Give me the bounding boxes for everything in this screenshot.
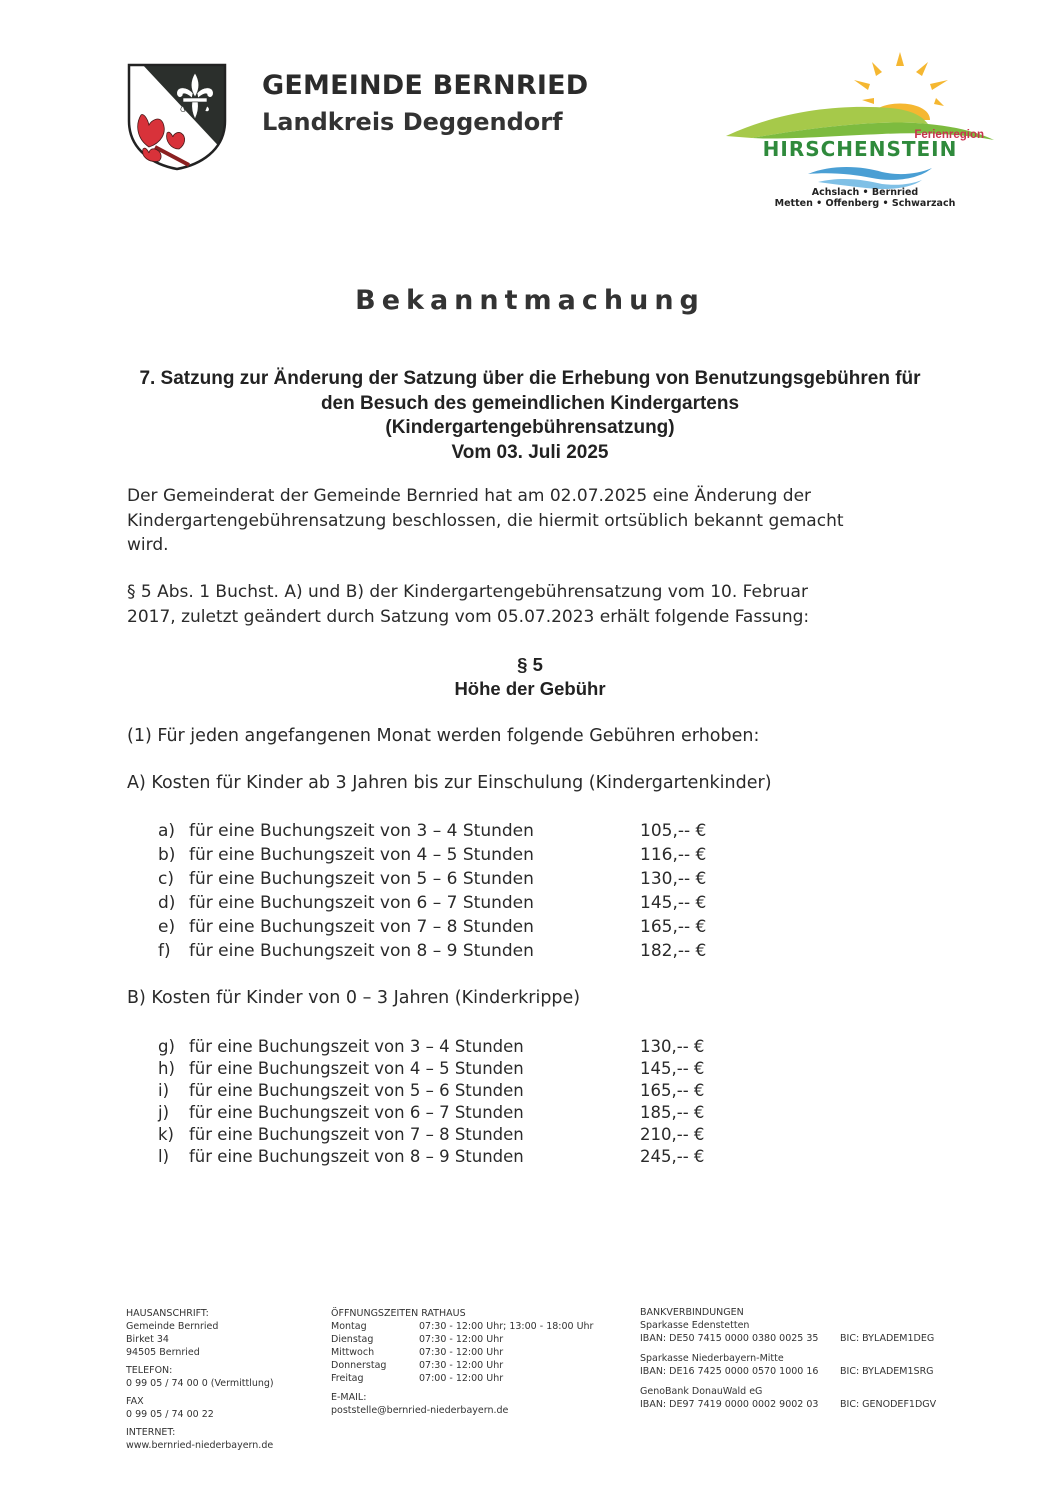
hours-time: 07:30 - 12:00 Uhr	[419, 1360, 504, 1371]
document-type-heading: Bekanntmachung	[355, 285, 705, 316]
hours-day: Dienstag	[331, 1334, 374, 1345]
paragraph-amendment	[127, 580, 937, 629]
hours-row	[331, 1333, 508, 1346]
paragraph-line: Kindergartengebührensatzung beschlossen, die hiermit ortsüblich bekannt gemacht	[127, 510, 844, 531]
organization-district: Landkreis Deggendorf	[262, 108, 563, 136]
fee-description: für eine Buchungszeit von 3 – 4 Stunden	[189, 1037, 524, 1056]
fee-description: für eine Buchungszeit von 5 – 6 Stunden	[189, 1081, 524, 1100]
hours-day: Mittwoch	[331, 1347, 375, 1358]
address-line: 94505 Bernried	[126, 1347, 200, 1358]
hours-time: 07:30 - 12:00 Uhr	[419, 1334, 504, 1345]
fee-letter: g)	[158, 1037, 175, 1056]
group-a-heading: A) Kosten für Kinder ab 3 Jahren bis zur Einschulung (Kindergartenkinder)	[127, 773, 772, 793]
hours-day: Freitag	[331, 1373, 364, 1384]
water-icon	[808, 167, 932, 180]
internet-label: INTERNET:	[126, 1427, 176, 1438]
hours-label: ÖFFNUNGSZEITEN RATHAUS	[331, 1308, 466, 1319]
fee-amount: 165,-- €	[640, 1081, 705, 1100]
website-link[interactable]: www.bernried-niederbayern.de	[126, 1440, 274, 1451]
logo-ferienregion-text: Ferienregion	[914, 129, 984, 141]
title-line: (Kindergartengebührensatzung)	[385, 417, 675, 438]
bank-iban: IBAN: DE50 7415 0000 0380 0025 35	[640, 1333, 819, 1344]
fee-letter: e)	[158, 917, 176, 937]
bank-account-row	[640, 1332, 935, 1345]
bank-account-row	[640, 1398, 937, 1411]
bank-iban: IBAN: DE97 7419 0000 0002 9002 03	[640, 1399, 819, 1410]
section-title: Höhe der Gebühr	[454, 678, 606, 699]
fee-amount: 130,-- €	[640, 869, 707, 889]
fee-amount: 210,-- €	[640, 1125, 705, 1144]
logo-towns-line-2: Metten • Offenberg • Schwarzach	[774, 198, 956, 209]
bank-bic: BIC: BYLADEM1SRG	[840, 1366, 934, 1377]
hours-row	[331, 1346, 508, 1359]
address-line: Gemeinde Bernried	[126, 1321, 219, 1332]
fee-letter: c)	[158, 869, 174, 889]
fee-letter: k)	[158, 1125, 174, 1144]
hours-row	[331, 1359, 508, 1372]
fee-description: für eine Buchungszeit von 6 – 7 Stunden	[189, 893, 534, 913]
fee-letter: d)	[158, 893, 176, 913]
paragraph-line: 2017, zuletzt geändert durch Satzung vom 05.07.2023 erhält folgende Fassung:	[127, 606, 810, 627]
fee-amount: 245,-- €	[640, 1147, 705, 1166]
fee-description: für eine Buchungszeit von 7 – 8 Stunden	[189, 1125, 524, 1144]
fee-letter: i)	[158, 1081, 170, 1100]
fee-letter: h)	[158, 1059, 175, 1078]
hours-time: 07:30 - 12:00 Uhr; 13:00 - 18:00 Uhr	[419, 1321, 594, 1332]
section-number: § 5	[517, 654, 543, 675]
hours-time: 07:30 - 12:00 Uhr	[419, 1347, 504, 1358]
fee-amount: 185,-- €	[640, 1103, 705, 1122]
footer-address	[126, 1307, 274, 1452]
bank-name: Sparkasse Niederbayern-Mitte	[640, 1353, 784, 1364]
title-date: Vom 03. Juli 2025	[451, 441, 609, 463]
fee-amount: 105,-- €	[640, 821, 707, 841]
organization-name: GEMEINDE BERNRIED	[262, 70, 589, 101]
logo-towns-line-1: Achslach • Bernried	[811, 187, 919, 198]
fee-description: für eine Buchungszeit von 8 – 9 Stunden	[189, 941, 534, 961]
hours-day: Montag	[331, 1321, 367, 1332]
address-label: HAUSANSCHRIFT:	[126, 1308, 209, 1319]
fee-letter: f)	[158, 941, 171, 961]
banks-label: BANKVERBINDUNGEN	[640, 1307, 744, 1318]
fee-amount: 130,-- €	[640, 1037, 705, 1056]
fee-letter: b)	[158, 845, 176, 865]
hours-row	[331, 1320, 594, 1333]
bank-iban: IBAN: DE16 7425 0000 0570 1000 16	[640, 1366, 819, 1377]
bank-bic: BIC: GENODEF1DGV	[840, 1399, 937, 1410]
fee-description: für eine Buchungszeit von 5 – 6 Stunden	[189, 869, 534, 889]
phone-number: 0 99 05 / 74 00 0 (Vermittlung)	[126, 1378, 274, 1389]
fee-description: für eine Buchungszeit von 8 – 9 Stunden	[189, 1147, 524, 1166]
fee-amount: 145,-- €	[640, 893, 707, 913]
fee-amount: 145,-- €	[640, 1059, 705, 1078]
hours-time: 07:00 - 12:00 Uhr	[419, 1373, 504, 1384]
fee-description: für eine Buchungszeit von 3 – 4 Stunden	[189, 821, 534, 841]
hours-row	[331, 1372, 508, 1385]
fee-letter: j)	[158, 1103, 170, 1122]
paragraph-line: § 5 Abs. 1 Buchst. A) und B) der Kindergartengebührensatzung vom 10. Februar	[127, 582, 808, 602]
fee-description: für eine Buchungszeit von 4 – 5 Stunden	[189, 845, 534, 865]
fax-label: FAX	[126, 1396, 144, 1407]
hours-day: Donnerstag	[331, 1360, 387, 1371]
coat-of-arms-icon	[127, 63, 227, 171]
document-title	[100, 367, 960, 465]
paragraph-line: wird.	[127, 535, 169, 555]
fee-description: für eine Buchungszeit von 6 – 7 Stunden	[189, 1103, 524, 1122]
paragraph-line: Der Gemeinderat der Gemeinde Bernried hat am 02.07.2025 eine Änderung der	[127, 486, 812, 506]
bank-name: Sparkasse Edenstetten	[640, 1320, 750, 1331]
bank-account-row	[640, 1365, 934, 1378]
phone-label: TELEFON:	[126, 1365, 173, 1376]
logo-hirschenstein-text: HIRSCHENSTEIN	[762, 137, 958, 161]
footer-bank-details	[640, 1306, 937, 1411]
fee-amount: 165,-- €	[640, 917, 707, 937]
paragraph-resolution	[127, 484, 937, 558]
fee-description: für eine Buchungszeit von 7 – 8 Stunden	[189, 917, 534, 937]
fee-letter: a)	[158, 821, 176, 841]
address-line: Birket 34	[126, 1334, 169, 1345]
footer-opening-hours	[331, 1307, 594, 1417]
group-b-heading: B) Kosten für Kinder von 0 – 3 Jahren (Kinderkrippe)	[127, 988, 581, 1008]
fee-amount: 116,-- €	[640, 845, 707, 865]
bank-bic: BIC: BYLADEM1DEG	[840, 1333, 935, 1344]
email-link[interactable]: poststelle@bernried-niederbayern.de	[331, 1405, 509, 1416]
fax-number: 0 99 05 / 74 00 22	[126, 1409, 214, 1420]
bank-name: GenoBank DonauWald eG	[640, 1386, 763, 1397]
fee-letter: l)	[158, 1147, 170, 1166]
title-line: 7. Satzung zur Änderung der Satzung über die Erhebung von Benutzungsgebühren für	[139, 368, 921, 389]
fee-description: für eine Buchungszeit von 4 – 5 Stunden	[189, 1059, 524, 1078]
title-line: den Besuch des gemeindlichen Kindergartens	[320, 392, 740, 414]
fees-intro: (1) Für jeden angefangenen Monat werden folgende Gebühren erhoben:	[127, 726, 760, 746]
email-label: E-MAIL:	[331, 1392, 367, 1403]
fee-amount: 182,-- €	[640, 941, 707, 961]
